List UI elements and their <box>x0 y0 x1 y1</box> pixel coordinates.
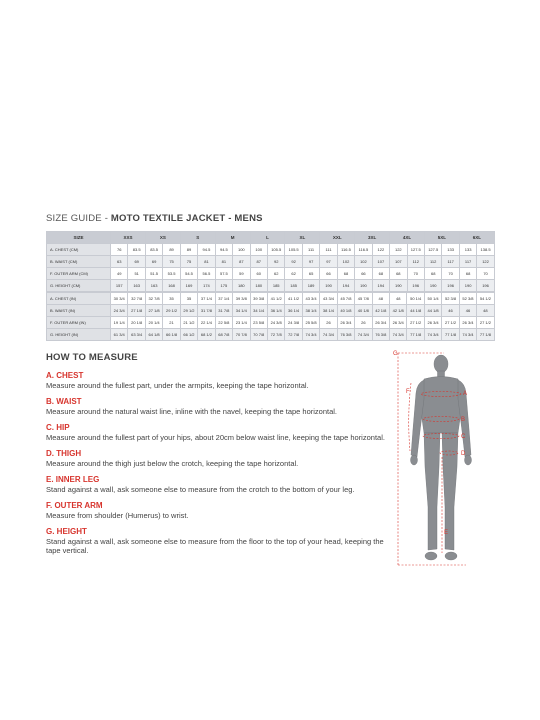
table-cell: 36 1/4 <box>267 305 284 317</box>
table-cell: 29 1/2 <box>180 305 197 317</box>
table-cell: 94.5 <box>215 244 232 256</box>
table-cell: 69 <box>145 256 162 268</box>
table-cell: 133 <box>459 244 476 256</box>
table-cell: 43 3/4 <box>320 293 337 305</box>
table-cell: 74 3/4 <box>302 329 319 341</box>
table-cell: 27 1/2 <box>442 317 459 329</box>
table-cell: 112 <box>424 256 441 268</box>
table-cell: 64 1/8 <box>145 329 162 341</box>
table-row <box>47 317 495 329</box>
body-measurement-figure <box>386 347 496 570</box>
table-cell: 40 1/8 <box>355 305 372 317</box>
table-cell: 24 3/8 <box>267 317 284 329</box>
table-cell: 100 <box>233 244 250 256</box>
table-cell: 68 <box>424 268 441 280</box>
table-cell: 61 3/4 <box>111 329 128 341</box>
table-cell: 68 <box>372 268 389 280</box>
table-cell: 81 <box>198 256 215 268</box>
table-cell: 174 <box>198 280 215 292</box>
table-cell: 43 3/4 <box>302 293 319 305</box>
figure-label-a: A <box>463 391 468 397</box>
table-cell: 190 <box>459 280 476 292</box>
table-cell: 26 3/4 <box>459 317 476 329</box>
page-title <box>46 213 263 224</box>
table-cell: 81 <box>215 256 232 268</box>
figure-label-g: G <box>393 351 398 357</box>
measure-item-waist <box>46 397 396 416</box>
table-cell: 190 <box>320 280 337 292</box>
measure-description: Stand against a wall, ask someone else to measure from the floor to the top of your head, keeping the tape vertical. <box>46 537 384 555</box>
table-cell: 70 7/8 <box>250 329 267 341</box>
row-label: G. HEIGHT (CM) <box>47 280 111 292</box>
table-cell: 190 <box>390 280 407 292</box>
table-cell: 36 1/4 <box>285 305 302 317</box>
table-row <box>47 256 495 268</box>
row-label: B. WAIST (CM) <box>47 256 111 268</box>
table-row <box>47 293 495 305</box>
table-cell: 102 <box>337 256 354 268</box>
measure-item-hip <box>46 423 396 442</box>
size-col-header: 4XL <box>390 232 425 244</box>
table-cell: 83.5 <box>145 244 162 256</box>
size-col-header: XL <box>285 232 320 244</box>
table-cell: 74 3/4 <box>424 329 441 341</box>
row-label: F. OUTER ARM (IN) <box>47 317 111 329</box>
table-cell: 196 <box>442 280 459 292</box>
table-cell: 100 <box>250 244 267 256</box>
table-cell: 48 <box>390 293 407 305</box>
table-cell: 26 <box>355 317 372 329</box>
table-cell: 97 <box>302 256 319 268</box>
size-col-header: M <box>215 232 250 244</box>
table-cell: 76 3/8 <box>337 329 354 341</box>
table-cell: 50 1/4 <box>424 293 441 305</box>
table-cell: 54 1/2 <box>477 293 494 305</box>
table-row <box>47 329 495 341</box>
measure-label: D. THIGH <box>46 449 82 458</box>
table-cell: 112 <box>407 256 424 268</box>
size-header-label: SIZE <box>47 232 111 244</box>
table-cell: 27 1/8 <box>145 305 162 317</box>
size-col-header: L <box>250 232 285 244</box>
table-cell: 26 3/4 <box>372 317 389 329</box>
measure-label: A. CHEST <box>46 371 84 380</box>
table-cell: 27 1/8 <box>128 305 145 317</box>
table-cell: 68 <box>390 268 407 280</box>
title-product: MOTO TEXTILE JACKET - MENS <box>110 213 263 224</box>
table-cell: 46 <box>459 305 476 317</box>
row-label: F. OUTER ARM (CM) <box>47 268 111 280</box>
measure-label: F. OUTER ARM <box>46 501 103 510</box>
table-cell: 42 1/8 <box>390 305 407 317</box>
table-cell: 56.5 <box>198 268 215 280</box>
table-cell: 94.5 <box>198 244 215 256</box>
table-cell: 48 <box>477 305 494 317</box>
measure-item-thigh <box>46 449 396 468</box>
row-label: A. CHEST (IN) <box>47 293 111 305</box>
table-cell: 77 1/8 <box>407 329 424 341</box>
table-cell: 105.5 <box>267 244 284 256</box>
table-cell: 45 7/8 <box>355 293 372 305</box>
table-cell: 21 1/2 <box>180 317 197 329</box>
measure-description: Stand against a wall, ask someone else to measure from the crotch to the bottom of your leg. <box>46 485 355 494</box>
table-cell: 26 <box>320 317 337 329</box>
table-cell: 180 <box>250 280 267 292</box>
table-cell: 29 1/2 <box>163 305 180 317</box>
table-cell: 48 <box>372 293 389 305</box>
table-cell: 60 <box>250 268 267 280</box>
size-col-header: 3XL <box>355 232 390 244</box>
measure-label: G. HEIGHT <box>46 527 87 536</box>
table-cell: 63 3/4 <box>128 329 145 341</box>
table-cell: 27 1/2 <box>477 317 494 329</box>
table-cell: 63 <box>111 256 128 268</box>
table-cell: 40 1/8 <box>337 305 354 317</box>
table-cell: 105.5 <box>285 244 302 256</box>
table-cell: 31 7/8 <box>215 305 232 317</box>
table-cell: 92 <box>267 256 284 268</box>
body-silhouette <box>411 355 472 560</box>
table-cell: 70 <box>407 268 424 280</box>
table-cell: 26 3/4 <box>337 317 354 329</box>
measure-item-inner-leg <box>46 475 396 494</box>
table-cell: 25 5/8 <box>302 317 319 329</box>
table-cell: 21 <box>163 317 180 329</box>
table-cell: 169 <box>180 280 197 292</box>
table-cell: 54.5 <box>180 268 197 280</box>
size-col-header: S <box>180 232 215 244</box>
table-cell: 74 3/4 <box>390 329 407 341</box>
table-cell: 163 <box>128 280 145 292</box>
table-cell: 50 1/4 <box>407 293 424 305</box>
figure-label-c: C <box>461 434 466 440</box>
table-cell: 59 <box>233 268 250 280</box>
size-col-header: XXS <box>111 232 146 244</box>
table-cell: 34 1/4 <box>250 305 267 317</box>
table-cell: 190 <box>355 280 372 292</box>
table-cell: 102 <box>355 256 372 268</box>
table-cell: 68 <box>337 268 354 280</box>
table-cell: 189 <box>302 280 319 292</box>
size-col-header: XS <box>145 232 180 244</box>
table-cell: 62 <box>267 268 284 280</box>
table-cell: 32 7/8 <box>128 293 145 305</box>
measure-label: B. WAIST <box>46 397 82 406</box>
table-row <box>47 244 495 256</box>
figure-label-d: D <box>461 451 466 457</box>
table-cell: 76 3/8 <box>372 329 389 341</box>
table-cell: 20 1/4 <box>145 317 162 329</box>
table-cell: 122 <box>477 256 494 268</box>
table-cell: 76 <box>111 244 128 256</box>
table-cell: 66 1/8 <box>163 329 180 341</box>
table-cell: 20 1/8 <box>128 317 145 329</box>
table-cell: 117 <box>459 256 476 268</box>
table-cell: 24 3/8 <box>285 317 302 329</box>
table-cell: 66 <box>355 268 372 280</box>
table-cell: 44 1/8 <box>424 305 441 317</box>
measure-label: C. HIP <box>46 423 70 432</box>
table-cell: 26 3/4 <box>390 317 407 329</box>
row-label: B. WAIST (IN) <box>47 305 111 317</box>
table-cell: 26 3/4 <box>424 317 441 329</box>
table-cell: 77 1/8 <box>442 329 459 341</box>
table-row <box>47 268 495 280</box>
table-cell: 70 <box>442 268 459 280</box>
table-cell: 38 1/4 <box>320 305 337 317</box>
table-cell: 107 <box>372 256 389 268</box>
table-cell: 41 1/2 <box>285 293 302 305</box>
table-cell: 89 <box>180 244 197 256</box>
table-cell: 68 1/2 <box>198 329 215 341</box>
table-cell: 157 <box>111 280 128 292</box>
measure-description: Measure around the fullest part, under the armpits, keeping the tape horizontal. <box>46 381 309 390</box>
table-cell: 39 3/8 <box>233 293 250 305</box>
table-cell: 65 <box>302 268 319 280</box>
size-header-row <box>47 232 495 244</box>
table-cell: 35 <box>180 293 197 305</box>
table-cell: 37 1/4 <box>198 293 215 305</box>
measure-description: Measure around the natural waist line, inline with the navel, keeping the tape horizontal. <box>46 407 338 416</box>
table-cell: 111 <box>302 244 319 256</box>
table-cell: 127.5 <box>407 244 424 256</box>
table-cell: 175 <box>215 280 232 292</box>
table-cell: 77 1/8 <box>477 329 494 341</box>
size-table-in <box>46 292 495 341</box>
table-cell: 30 3/4 <box>111 293 128 305</box>
size-col-header: XXL <box>320 232 355 244</box>
size-col-header: 6XL <box>459 232 494 244</box>
table-cell: 23 1/4 <box>233 317 250 329</box>
table-cell: 185 <box>285 280 302 292</box>
how-to-measure-title: HOW TO MEASURE <box>46 352 138 363</box>
table-cell: 138.5 <box>477 244 494 256</box>
table-cell: 180 <box>233 280 250 292</box>
table-cell: 116.5 <box>355 244 372 256</box>
table-cell: 111 <box>320 244 337 256</box>
table-cell: 74 3/4 <box>355 329 372 341</box>
table-cell: 87 <box>233 256 250 268</box>
figure-label-e: E <box>444 530 449 536</box>
table-cell: 190 <box>424 280 441 292</box>
table-cell: 122 <box>372 244 389 256</box>
table-cell: 34 1/4 <box>233 305 250 317</box>
title-separator: - <box>104 213 109 224</box>
table-cell: 185 <box>267 280 284 292</box>
table-cell: 49 <box>111 268 128 280</box>
table-cell: 22 5/8 <box>215 317 232 329</box>
table-cell: 87 <box>250 256 267 268</box>
table-cell: 117 <box>442 256 459 268</box>
table-cell: 39 3/8 <box>250 293 267 305</box>
table-cell: 52 3/8 <box>459 293 476 305</box>
table-cell: 62 <box>285 268 302 280</box>
table-row <box>47 280 495 292</box>
table-cell: 42 1/8 <box>372 305 389 317</box>
table-cell: 97 <box>320 256 337 268</box>
table-cell: 57.5 <box>215 268 232 280</box>
table-cell: 41 1/2 <box>267 293 284 305</box>
table-cell: 51.5 <box>145 268 162 280</box>
title-prefix: SIZE GUIDE <box>46 213 102 224</box>
measure-label: E. INNER LEG <box>46 475 100 484</box>
table-cell: 68 <box>459 268 476 280</box>
table-cell: 66 <box>320 268 337 280</box>
table-cell: 163 <box>145 280 162 292</box>
table-cell: 52 3/8 <box>442 293 459 305</box>
table-cell: 24 3/4 <box>111 305 128 317</box>
table-cell: 23 5/8 <box>250 317 267 329</box>
table-cell: 168 <box>163 280 180 292</box>
figure-label-f: F <box>406 389 410 395</box>
table-cell: 31 7/8 <box>198 305 215 317</box>
table-cell: 122 <box>390 244 407 256</box>
table-cell: 70 <box>477 268 494 280</box>
table-cell: 19 1/4 <box>111 317 128 329</box>
table-cell: 35 <box>163 293 180 305</box>
table-cell: 72 7/8 <box>267 329 284 341</box>
table-cell: 75 <box>163 256 180 268</box>
table-cell: 74 3/4 <box>459 329 476 341</box>
table-cell: 38 1/4 <box>302 305 319 317</box>
table-cell: 22 1/4 <box>198 317 215 329</box>
table-cell: 127.5 <box>424 244 441 256</box>
measure-item-chest <box>46 371 396 390</box>
table-cell: 37 1/4 <box>215 293 232 305</box>
size-table-cm <box>46 231 495 292</box>
table-cell: 51 <box>128 268 145 280</box>
table-cell: 133 <box>442 244 459 256</box>
table-cell: 53.5 <box>163 268 180 280</box>
row-label: A. CHEST (CM) <box>47 244 111 256</box>
measure-description: Measure from shoulder (Humerus) to wrist. <box>46 511 189 520</box>
row-label: G. HEIGHT (IN) <box>47 329 111 341</box>
table-cell: 194 <box>337 280 354 292</box>
table-cell: 66 1/2 <box>180 329 197 341</box>
table-cell: 194 <box>372 280 389 292</box>
table-cell: 32 7/8 <box>145 293 162 305</box>
table-cell: 70 7/8 <box>233 329 250 341</box>
table-cell: 69 <box>128 256 145 268</box>
table-cell: 107 <box>390 256 407 268</box>
table-cell: 196 <box>477 280 494 292</box>
measure-item-height <box>46 527 396 555</box>
table-cell: 92 <box>285 256 302 268</box>
table-cell: 196 <box>407 280 424 292</box>
table-cell: 27 1/2 <box>407 317 424 329</box>
measure-description: Measure around the fullest part of your hips, about 20cm below waist line, keeping the tape horizontal. <box>46 433 385 442</box>
table-cell: 83.5 <box>128 244 145 256</box>
table-cell: 116.5 <box>337 244 354 256</box>
table-cell: 75 <box>180 256 197 268</box>
table-cell: 72 7/8 <box>285 329 302 341</box>
figure-label-b: B <box>461 417 466 423</box>
table-cell: 89 <box>163 244 180 256</box>
table-cell: 45 7/8 <box>337 293 354 305</box>
table-cell: 46 <box>442 305 459 317</box>
size-col-header: 5XL <box>424 232 459 244</box>
table-row <box>47 305 495 317</box>
table-cell: 44 1/8 <box>407 305 424 317</box>
table-cell: 68 7/8 <box>215 329 232 341</box>
measure-description: Measure around the thigh just below the crotch, keeping the tape horizontal. <box>46 459 299 468</box>
table-cell: 74 3/4 <box>320 329 337 341</box>
measure-item-outer-arm <box>46 501 396 520</box>
